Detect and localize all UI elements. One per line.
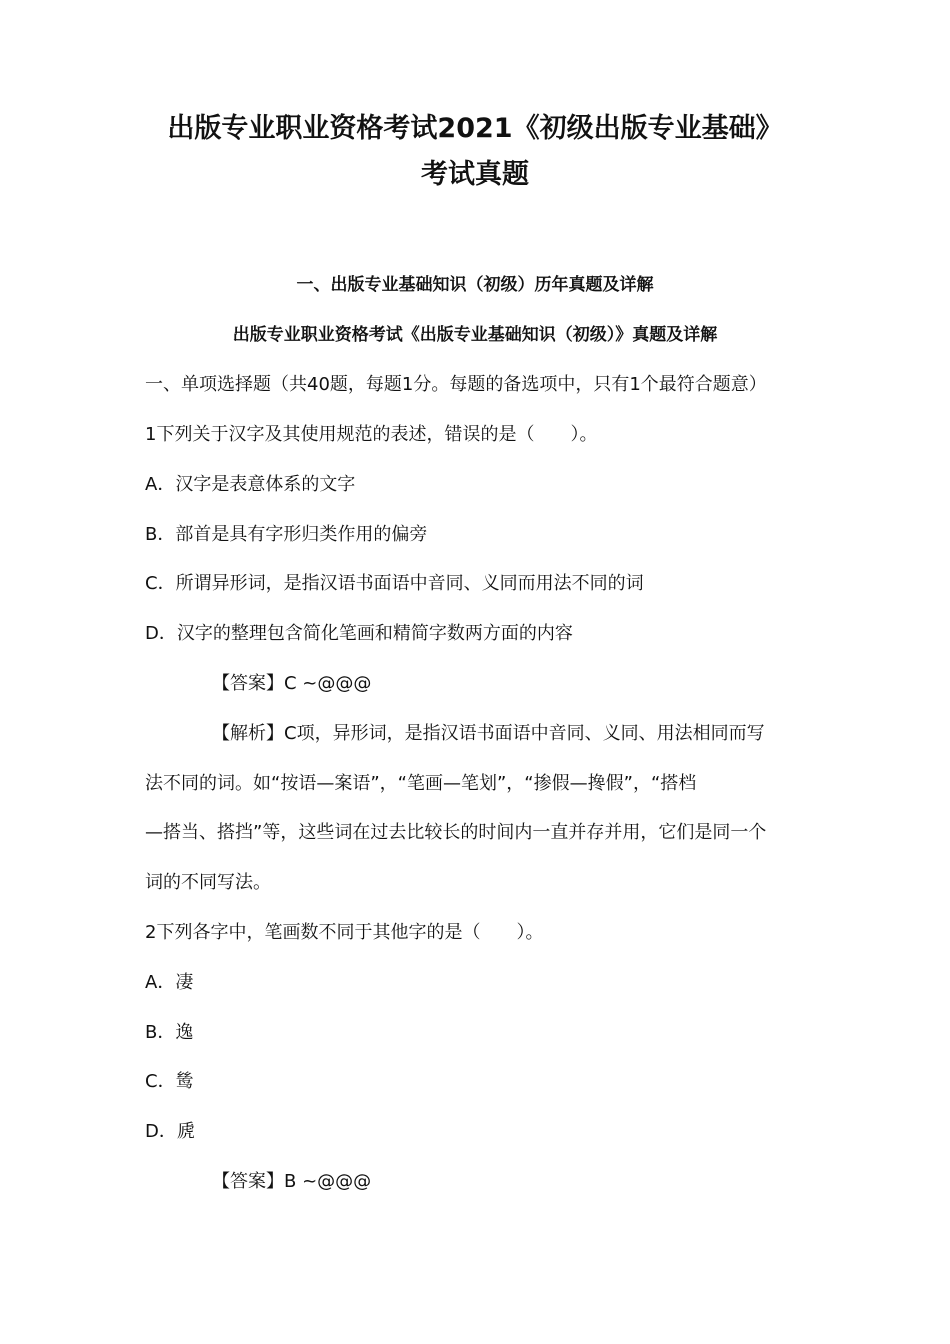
- question-1-answer: 【答案】C ~@@@: [212, 673, 372, 694]
- question-1-stem: 1下列关于汉字及其使用规范的表述，错误的是（ ）。: [145, 424, 598, 445]
- sub-heading: 出版专业职业资格考试《出版专业基础知识（初级）》真题及详解: [232, 325, 718, 345]
- question-2-option-a: A．凄: [145, 972, 194, 993]
- question-1-analysis-line2: 法不同的词。如“按语—案语”，“笔画—笔划”，“掺假—搀假”，“搭档: [145, 773, 697, 794]
- question-2-stem: 2下列各字中，笔画数不同于其他字的是（ ）。: [145, 922, 544, 943]
- question-1-option-c: C．所谓异形词，是指汉语书面语中音同、义同而用法不同的词: [145, 573, 644, 594]
- question-1-analysis-line4: 词的不同写法。: [145, 872, 271, 893]
- question-1-analysis-line3: —搭当、搭挡”等，这些词在过去比较长的时间内一直并存并用，它们是同一个: [145, 822, 767, 843]
- question-2-option-d: D．虒: [145, 1121, 195, 1142]
- question-2-answer: 【答案】B ~@@@: [212, 1171, 372, 1192]
- section-heading: 一、出版专业基础知识（初级）历年真题及详解: [296, 275, 654, 295]
- question-1-option-d: D．汉字的整理包含简化笔画和精简字数两方面的内容: [145, 623, 573, 644]
- question-2-option-b: B．逸: [145, 1022, 194, 1043]
- document-title-line1: 出版专业职业资格考试2021《初级出版专业基础》: [167, 113, 783, 144]
- question-2-option-c: C．鸶: [145, 1071, 194, 1092]
- part-intro: 一、单项选择题（共40题，每题1分。每题的备选项中，只有1个最符合题意）: [145, 374, 767, 395]
- question-1-option-b: B．部首是具有字形归类作用的偏旁: [145, 524, 428, 545]
- document-title-line2: 考试真题: [421, 159, 529, 190]
- question-1-option-a: A．汉字是表意体系的文字: [145, 474, 356, 495]
- question-1-analysis-line1: 【解析】C项，异形词，是指汉语书面语中音同、义同、用法相同而写: [212, 723, 765, 744]
